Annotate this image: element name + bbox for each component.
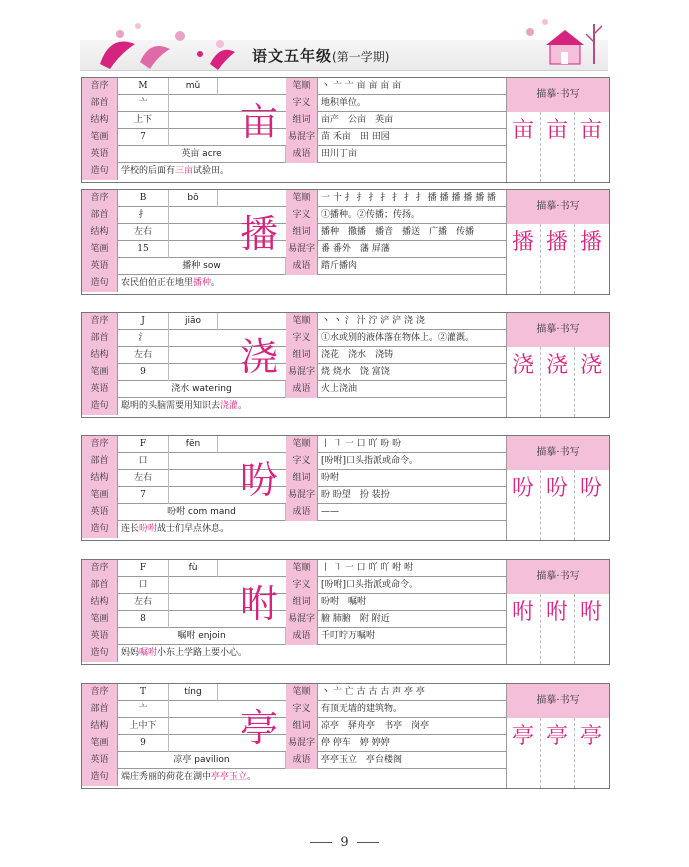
label-yinxu: 音序 (82, 684, 118, 701)
pinyin: mǔ (169, 78, 218, 95)
radical: 亠 (118, 95, 169, 112)
english: 嘱咐 enjoin (118, 628, 286, 645)
char-card-ting (81, 683, 610, 789)
stroke-order: 丶 丶 氵 汁 泞 浐 浐 浇 浇 (321, 316, 425, 326)
sentence: 端庄秀丽的荷花在湖中亭亭玉立。 (121, 772, 257, 782)
trace-header: 描摹·书写 (506, 313, 609, 347)
label-bishun: 笔顺 (286, 190, 318, 207)
pinyin: fēn (169, 436, 218, 453)
trace-header: 描摹·书写 (506, 78, 609, 112)
label-yingyu: 英语 (82, 752, 118, 769)
label-ziyi: 字义 (286, 95, 318, 112)
confusables: 苗 禾亩 田 田园 (321, 132, 390, 142)
label-yingyu: 英语 (82, 146, 118, 163)
char-card-bo (81, 189, 610, 295)
page-header (80, 14, 608, 72)
label-zuci: 组词 (286, 470, 318, 487)
label-bushou: 部首 (82, 95, 118, 112)
label-jiegou: 结构 (82, 112, 118, 129)
page-number: 9 (0, 835, 689, 850)
trace-char: 播 (511, 230, 534, 255)
trace-char: 咐 (545, 600, 568, 625)
label-yihunzi: 易混字 (286, 129, 318, 146)
label-yingyu: 英语 (82, 258, 118, 275)
page-title: 语文五年级(第一学期) (252, 47, 390, 65)
letter: F (118, 560, 169, 577)
label-yingyu: 英语 (82, 628, 118, 645)
confusables: 烧 烧水 饶 富饶 (321, 367, 390, 377)
label-bishun: 笔顺 (286, 78, 318, 95)
char-card-fen (81, 435, 610, 541)
label-yinxu: 音序 (82, 436, 118, 453)
words: 凉亭 驿舟亭 书亭 岗亭 (321, 721, 430, 731)
trace-char: 浇 (511, 353, 534, 378)
meaning: [吩咐]口头指派或命令。 (321, 580, 419, 590)
trace-header: 描摹·书写 (506, 560, 609, 594)
words: 吩咐 嘱咐 (321, 597, 367, 607)
stroke-order: 丶 亠 亡 古 古 古 声 亭 亭 (321, 687, 425, 697)
trace-char: 播 (579, 230, 602, 255)
label-chengyu: 成语 (286, 146, 318, 163)
label-jiegou: 结构 (82, 718, 118, 735)
label-bushou: 部首 (82, 453, 118, 470)
label-bishun: 笔顺 (286, 313, 318, 330)
structure: 左右 (118, 347, 169, 364)
confusables: 盼 盼望 扮 装扮 (321, 490, 390, 500)
stroke-count: 8 (118, 611, 169, 628)
char-card-jiao (81, 312, 610, 418)
english: 凉亭 pavilion (118, 752, 286, 769)
structure: 上中下 (118, 718, 169, 735)
confusables: 停 停车 婷 婷婷 (321, 738, 390, 748)
trace-panel (506, 313, 609, 417)
label-jiegou: 结构 (82, 594, 118, 611)
letter: T (118, 684, 169, 701)
confusables: 番 番外 藩 屏藩 (321, 244, 390, 254)
trace-char: 亭 (545, 724, 568, 749)
meaning: [吩咐]口头指派或命令。 (321, 456, 419, 466)
label-chengyu: 成语 (286, 628, 318, 645)
label-chengyu: 成语 (286, 504, 318, 521)
meaning: ①播种。②传播；传扬。 (321, 210, 421, 220)
pinyin: jiāo (169, 313, 218, 330)
trace-header: 描摹·书写 (506, 436, 609, 470)
label-yihunzi: 易混字 (286, 611, 318, 628)
label-yinxu: 音序 (82, 560, 118, 577)
label-yihunzi: 易混字 (286, 364, 318, 381)
label-bushou: 部首 (82, 207, 118, 224)
meaning: 有顶无墙的建筑物。 (321, 704, 403, 714)
label-yihunzi: 易混字 (286, 241, 318, 258)
letter: F (118, 436, 169, 453)
trace-header: 描摹·书写 (506, 190, 609, 224)
trace-panel (506, 190, 609, 294)
label-ziyi: 字义 (286, 330, 318, 347)
stroke-count: 15 (118, 241, 169, 258)
idiom: 踏斤播肉 (321, 261, 358, 271)
radical: 口 (118, 577, 169, 594)
stroke-order: 丨 ㇕ 一 口 吖 吖 咐 咐 (321, 563, 414, 573)
radical: 亠 (118, 701, 169, 718)
char-card-fu (81, 559, 610, 665)
trace-char: 亩 (579, 118, 602, 143)
house-decoration (510, 14, 608, 70)
letter: J (118, 313, 169, 330)
big-character: 亭 (239, 706, 278, 750)
label-yingyu: 英语 (82, 504, 118, 521)
stroke-count: 9 (118, 364, 169, 381)
meaning: ①水或别的液体落在物体上。②灌溉。 (321, 333, 475, 343)
label-ziyi: 字义 (286, 453, 318, 470)
radical: 氵 (118, 330, 169, 347)
trace-panel (506, 436, 609, 540)
label-bihua: 笔画 (82, 735, 118, 752)
label-zuci: 组词 (286, 224, 318, 241)
idiom: 田川丁亩 (321, 149, 358, 159)
words: 吩咐 (321, 473, 340, 483)
label-bihua: 笔画 (82, 487, 118, 504)
big-character: 浇 (239, 335, 278, 379)
structure: 上下 (118, 112, 169, 129)
label-zuci: 组词 (286, 347, 318, 364)
trace-char: 吩 (579, 476, 602, 501)
pinyin: fù (169, 560, 218, 577)
trace-char: 浇 (579, 353, 602, 378)
label-jiegou: 结构 (82, 224, 118, 241)
sentence: 聪明的头脑需要用知识去浇灌。 (121, 401, 248, 411)
english: 播种 sow (118, 258, 286, 275)
pinyin: bō (169, 190, 218, 207)
stroke-order: 一 十 扌 扌 扌 扌 扌 扌 扌 播 播 播 播 播 播 (321, 193, 497, 203)
label-zaoju: 造句 (82, 521, 118, 538)
trace-char: 吩 (545, 476, 568, 501)
label-zuci: 组词 (286, 718, 318, 735)
label-zuci: 组词 (286, 112, 318, 129)
structure: 左右 (118, 594, 169, 611)
label-bushou: 部首 (82, 330, 118, 347)
label-yingyu: 英语 (82, 381, 118, 398)
label-yinxu: 音序 (82, 313, 118, 330)
meaning: 地积单位。 (321, 98, 367, 108)
label-jiegou: 结构 (82, 347, 118, 364)
english: 浇水 watering (118, 381, 286, 398)
trace-panel (506, 560, 609, 664)
big-character: 播 (239, 212, 278, 256)
label-ziyi: 字义 (286, 577, 318, 594)
english: 吩咐 com mand (118, 504, 286, 521)
label-bushou: 部首 (82, 701, 118, 718)
trace-char: 亭 (579, 724, 602, 749)
trace-header: 描摹·书写 (506, 684, 609, 718)
trace-panel (506, 684, 609, 788)
label-chengyu: 成语 (286, 381, 318, 398)
big-character: 咐 (239, 582, 278, 626)
label-yinxu: 音序 (82, 190, 118, 207)
radical: 口 (118, 453, 169, 470)
trace-char: 浇 (545, 353, 568, 378)
trace-char: 吩 (511, 476, 534, 501)
stroke-count: 7 (118, 487, 169, 504)
big-character: 吩 (239, 458, 278, 502)
letter: M (118, 78, 169, 95)
label-zaoju: 造句 (82, 398, 118, 415)
english: 英亩 acre (118, 146, 286, 163)
trace-char: 咐 (579, 600, 602, 625)
idiom: 千叮咛万嘱咐 (321, 631, 376, 641)
label-chengyu: 成语 (286, 752, 318, 769)
label-bihua: 笔画 (82, 129, 118, 146)
label-bihua: 笔画 (82, 611, 118, 628)
flower-decoration (80, 14, 240, 70)
stroke-order: 丨 ㇕ 一 口 吖 吩 吩 (321, 439, 402, 449)
label-jiegou: 结构 (82, 470, 118, 487)
sentence: 学校的后面有三亩试验田。 (121, 166, 230, 176)
confusables: 腑 肺腑 附 附近 (321, 614, 390, 624)
idiom: —— (321, 507, 339, 517)
sentence: 妈妈嘱咐小东上学路上要小心。 (121, 648, 248, 658)
label-ziyi: 字义 (286, 207, 318, 224)
words: 浇花 浇水 浇铸 (321, 350, 394, 360)
trace-char: 亩 (511, 118, 534, 143)
words: 亩产 公亩 英亩 (321, 115, 394, 125)
trace-char: 咐 (511, 600, 534, 625)
label-zaoju: 造句 (82, 769, 118, 786)
label-yihunzi: 易混字 (286, 735, 318, 752)
trace-char: 亩 (545, 118, 568, 143)
label-bihua: 笔画 (82, 364, 118, 381)
label-zaoju: 造句 (82, 275, 118, 292)
sentence: 农民伯伯正在地里播种。 (121, 278, 221, 288)
label-yinxu: 音序 (82, 78, 118, 95)
label-bishun: 笔顺 (286, 684, 318, 701)
big-character: 亩 (239, 100, 278, 144)
label-bihua: 笔画 (82, 241, 118, 258)
stroke-count: 7 (118, 129, 169, 146)
sentence: 连长吩咐战士们早点休息。 (121, 524, 230, 534)
label-zaoju: 造句 (82, 645, 118, 662)
label-ziyi: 字义 (286, 701, 318, 718)
label-zuci: 组词 (286, 594, 318, 611)
label-bushou: 部首 (82, 577, 118, 594)
letter: B (118, 190, 169, 207)
structure: 左右 (118, 224, 169, 241)
structure: 左右 (118, 470, 169, 487)
label-zaoju: 造句 (82, 163, 118, 180)
trace-panel (506, 78, 609, 182)
label-bishun: 笔顺 (286, 560, 318, 577)
radical: 扌 (118, 207, 169, 224)
char-card-mu (81, 77, 610, 183)
words: 播种 撒播 播音 播送 广播 传播 (321, 227, 475, 237)
idiom: 火上浇油 (321, 384, 358, 394)
label-yihunzi: 易混字 (286, 487, 318, 504)
label-chengyu: 成语 (286, 258, 318, 275)
trace-char: 亭 (511, 724, 534, 749)
trace-char: 播 (545, 230, 568, 255)
label-bishun: 笔顺 (286, 436, 318, 453)
stroke-order: 丶 亠 亠 亩 亩 亩 亩 (321, 81, 402, 91)
pinyin: tíng (169, 684, 218, 701)
idiom: 亭亭玉立 亭台楼阁 (321, 755, 403, 765)
stroke-count: 9 (118, 735, 169, 752)
